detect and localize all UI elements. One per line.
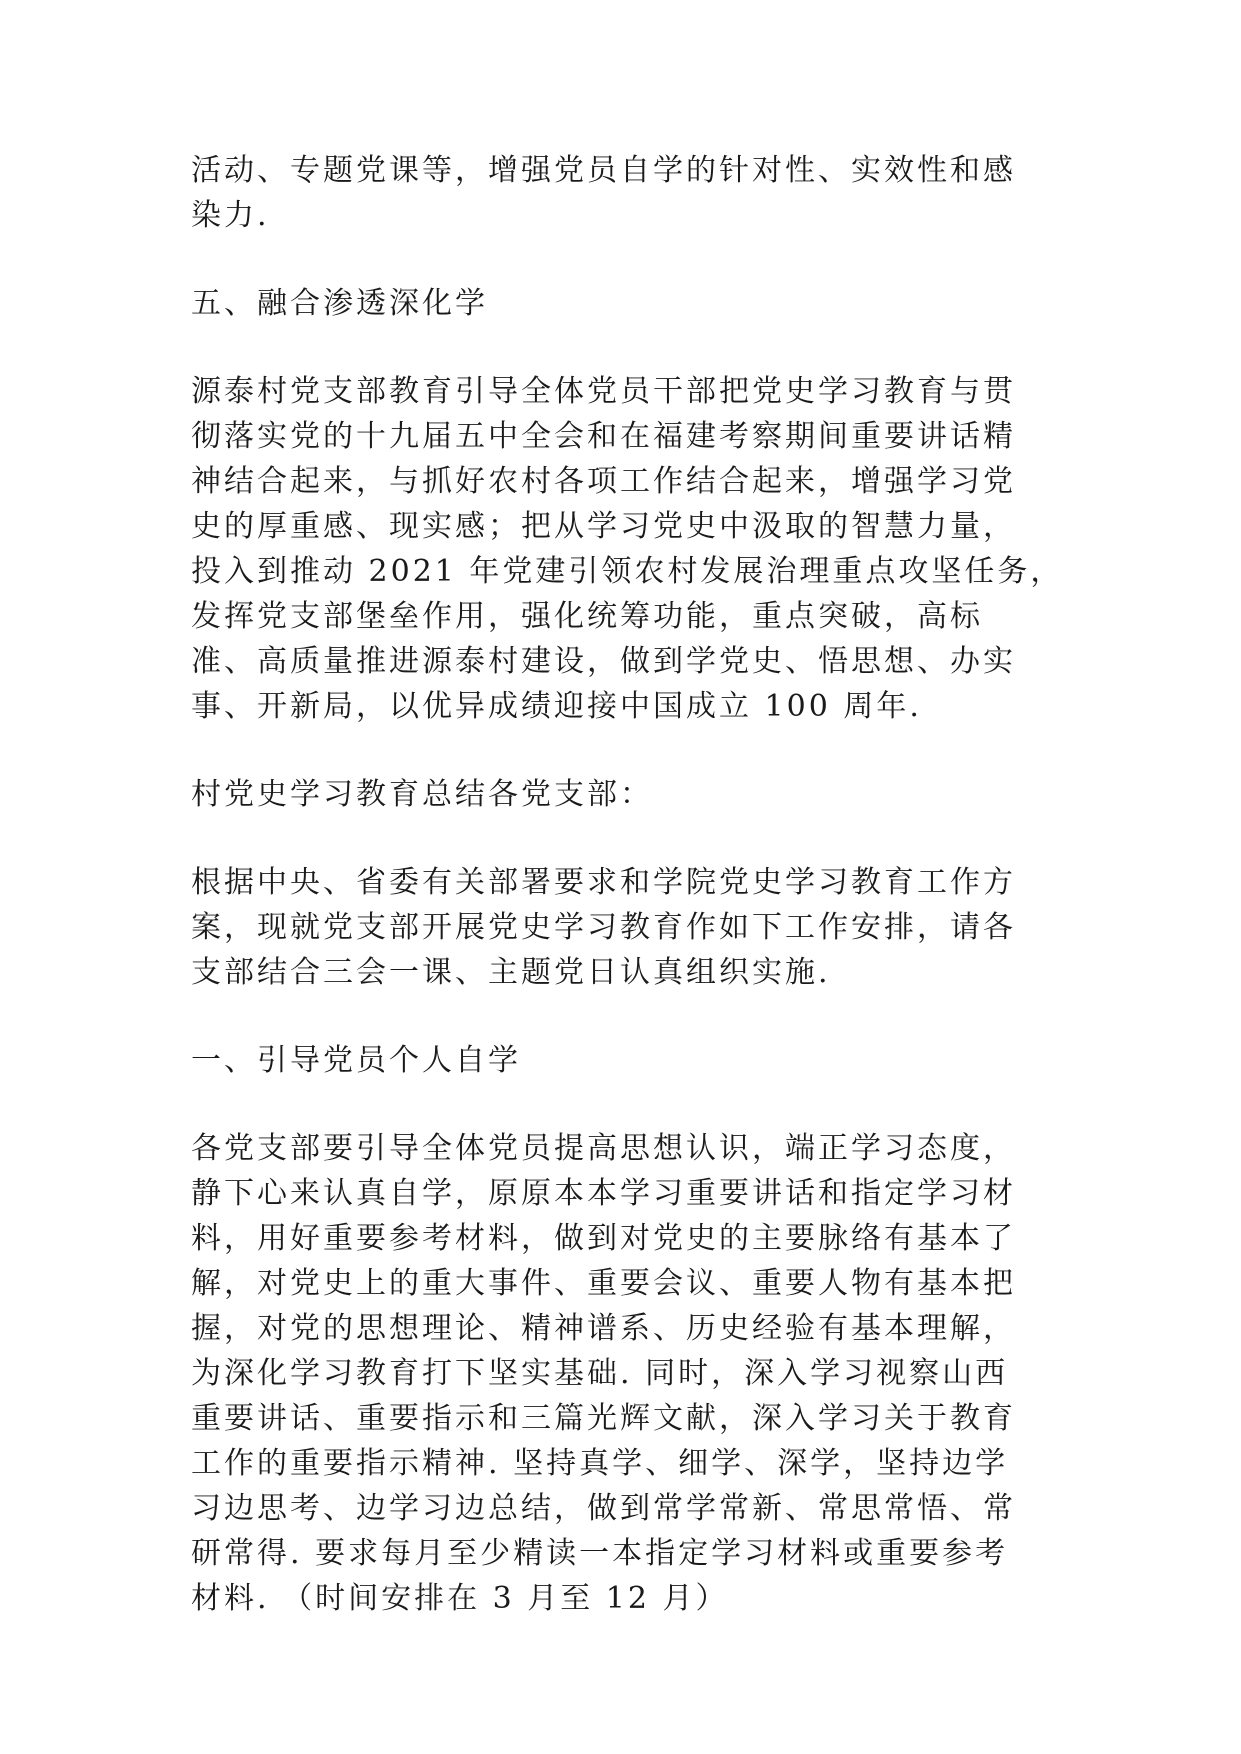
text-line: 染力. <box>191 198 270 233</box>
text-line: 为深化学习教育打下坚实基础. 同时，深入学习视察山西 <box>191 1356 1009 1391</box>
text-line: 史的厚重感、现实感；把从学习党史中汲取的智慧力量， <box>191 509 1016 544</box>
text-line: 源泰村党支部教育引导全体党员干部把党史学习教育与贯 <box>191 374 1016 409</box>
section-heading-1 <box>191 1038 1021 1083</box>
section-heading-5 <box>191 281 1021 326</box>
paragraph-continued <box>191 148 1021 238</box>
text-line: 静下心来认真自学，原原本本学习重要讲话和指定学习材 <box>191 1176 1016 1211</box>
paragraph-intro <box>191 860 1021 995</box>
text-line: 神结合起来，与抓好农村各项工作结合起来，增强学习党 <box>191 464 1016 499</box>
text-line: 准、高质量推进源泰村建设，做到学党史、悟思想、办实 <box>191 644 1016 679</box>
text-line: 活动、专题党课等，增强党员自学的针对性、实效性和感 <box>191 153 1016 188</box>
heading-line: 五、融合渗透深化学 <box>191 286 488 321</box>
heading-line: 村党史学习教育总结各党支部： <box>191 777 653 812</box>
text-line: 根据中央、省委有关部署要求和学院党史学习教育工作方 <box>191 865 1016 900</box>
text-line: 案，现就党支部开展党史学习教育作如下工作安排，请各 <box>191 910 1016 945</box>
paragraph-yuantai <box>191 369 1064 729</box>
text-line: 材料. （时间安排在 3 月至 12 月） <box>191 1581 729 1616</box>
document-subtitle <box>191 772 1021 817</box>
text-line: 重要讲话、重要指示和三篇光辉文献，深入学习关于教育 <box>191 1401 1016 1436</box>
document-page <box>191 148 1064 1621</box>
text-line: 发挥党支部堡垒作用，强化统筹功能，重点突破，高标 <box>191 599 983 634</box>
text-line: 习边思考、边学习边总结，做到常学常新、常思常悟、常 <box>191 1491 1016 1526</box>
text-line: 事、开新局，以优异成绩迎接中国成立 100 周年. <box>191 689 922 724</box>
heading-line: 一、引导党员个人自学 <box>191 1043 521 1078</box>
text-line: 各党支部要引导全体党员提高思想认识，端正学习态度， <box>191 1131 1016 1166</box>
text-line: 解，对党史上的重大事件、重要会议、重要人物有基本把 <box>191 1266 1016 1301</box>
paragraph-self-study <box>191 1126 1021 1621</box>
text-line: 支部结合三会一课、主题党日认真组织实施. <box>191 955 831 990</box>
text-line: 料，用好重要参考材料，做到对党史的主要脉络有基本了 <box>191 1221 1016 1256</box>
text-line: 工作的重要指示精神. 坚持真学、细学、深学，坚持边学 <box>191 1446 1009 1481</box>
text-line: 握，对党的思想理论、精神谱系、历史经验有基本理解， <box>191 1311 1016 1346</box>
text-line: 研常得. 要求每月至少精读一本指定学习材料或重要参考 <box>191 1536 1009 1571</box>
text-line: 投入到推动 2021 年党建引领农村发展治理重点攻坚任务， <box>191 554 1064 589</box>
text-line: 彻落实党的十九届五中全会和在福建考察期间重要讲话精 <box>191 419 1016 454</box>
